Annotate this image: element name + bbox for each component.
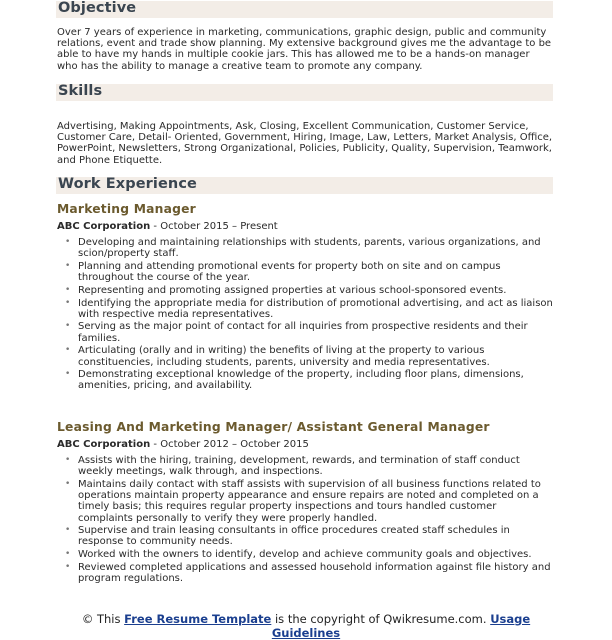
job-company: ABC Corporation xyxy=(57,221,151,232)
experience-section-header xyxy=(56,177,553,194)
duty-item: • Demonstrating exceptional knowledge of the property, including floor plans, dimensions, amenities, pricing, and availability. xyxy=(57,369,553,391)
duty-item: • Articulating (orally and in writing) the benefits of living at the property to various constituencies, including students, parents, university and media representatives. xyxy=(57,345,553,367)
skills-section-header xyxy=(56,84,553,101)
job-company-dates xyxy=(57,439,309,450)
objective-text: Over 7 years of experience in marketing, communications, graphic design, public and community relations, event and trade show planning. My extensive background gives me the advantage to be able to have my hands in multiple cookie jars. This has allowed me to be a hands-on manager who has the ability to manage a creative team to promote any company. xyxy=(57,27,552,72)
job-title: Leasing And Marketing Manager/ Assistant General Manager xyxy=(57,420,490,434)
copyright-footer xyxy=(0,612,612,626)
free-resume-template-link[interactable]: Free Resume Template xyxy=(124,612,272,626)
job-dates: - October 2015 – Present xyxy=(150,221,278,232)
job-company-dates xyxy=(57,221,278,232)
job-duties-list xyxy=(57,237,553,393)
footer-prefix: © This xyxy=(81,612,125,626)
duty-item: • Worked with the owners to identify, develop and achieve community goals and objectives. xyxy=(57,549,553,560)
duty-item: • Representing and promoting assigned properties at various school-sponsored events. xyxy=(57,285,553,296)
duty-item: • Planning and attending promotional events for property both on site and on campus throughout the course of the year. xyxy=(57,261,553,283)
duty-item: • Assists with the hiring, training, development, rewards, and termination of staff conduct weekly meetings, walk through, and inspections. xyxy=(57,455,553,477)
experience-heading: Work Experience xyxy=(58,176,197,192)
job-dates: - October 2012 – October 2015 xyxy=(150,439,309,450)
job-company: ABC Corporation xyxy=(57,439,151,450)
guidelines-link[interactable]: Guidelines xyxy=(271,626,341,640)
footer-middle: is the copyright of Qwikresume.com. xyxy=(271,612,491,626)
usage-link[interactable]: Usage xyxy=(490,612,531,626)
duty-item: • Supervise and train leasing consultants in office procedures created staff schedules in response to community needs. xyxy=(57,525,553,547)
objective-section-header xyxy=(56,1,553,18)
footer-line-two xyxy=(0,626,612,640)
job-title: Marketing Manager xyxy=(57,202,196,216)
duty-item: • Developing and maintaining relationships with students, parents, various organizations, and scion/property staff. xyxy=(57,237,553,259)
skills-text: Advertising, Making Appointments, Ask, Closing, Excellent Communication, Customer Service, Customer Care, Detail- Oriented, Government, Hiring, Image, Law, Letters, Market Analysis, Office, PowerPoint, Newsletters, Strong Organizational, Policies, Publicity, Quality, Supervision, Teamwork, and Phone Etiquette. xyxy=(57,121,553,166)
duty-item: • Serving as the major point of contact for all inquiries from prospective residents and their families. xyxy=(57,321,553,343)
duty-item: • Reviewed completed applications and assessed household information against file history and program regulations. xyxy=(57,562,553,584)
duty-item: • Identifying the appropriate media for distribution of promotional advertising, and act as liaison with respective media representatives. xyxy=(57,298,553,320)
job-duties-list xyxy=(57,455,553,586)
duty-item: • Maintains daily contact with staff assists with supervision of all business functions related to operations maintain property appearance and ensure repairs are noted and completed on a timely basis; this requires regular property inspections and tours handled customer complaints personally to verify they were properly handled. xyxy=(57,479,553,524)
skills-heading: Skills xyxy=(58,83,103,99)
objective-heading: Objective xyxy=(58,0,137,16)
